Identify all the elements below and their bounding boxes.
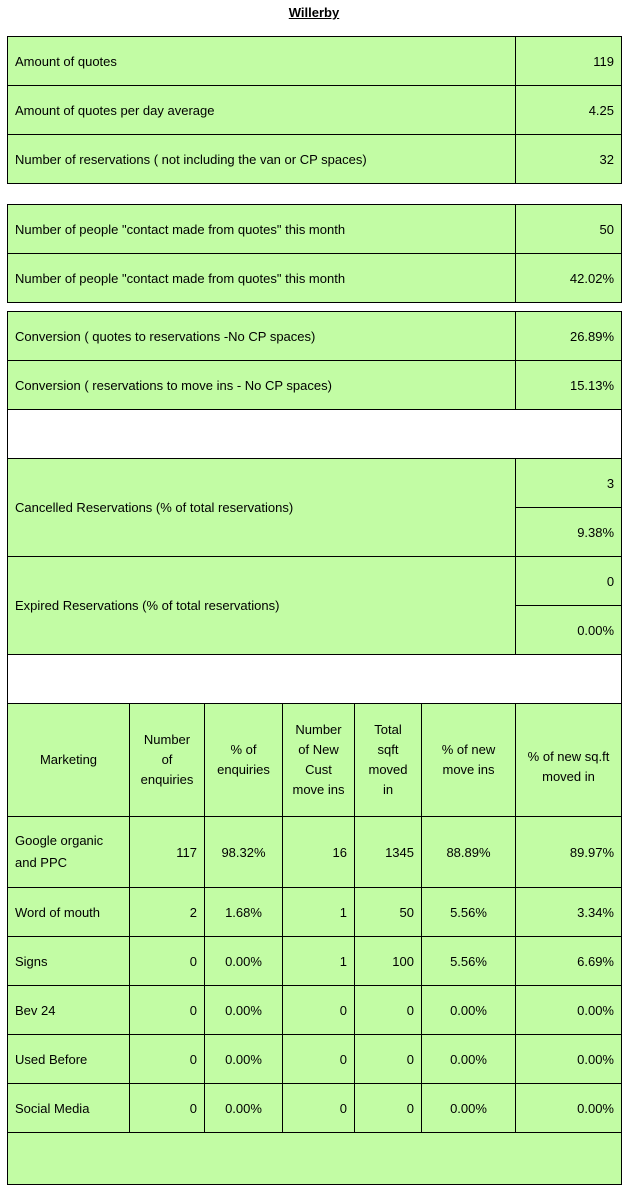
cell-value: 0	[130, 986, 205, 1035]
table-row	[8, 937, 622, 986]
column-header: Number of enquiries	[130, 704, 205, 817]
column-header: % of new move ins	[422, 704, 516, 817]
metric-label: Conversion ( quotes to reservations -No CP spaces)	[8, 312, 516, 361]
cell-value: 5.56%	[422, 937, 516, 986]
cell-value: 1.68%	[205, 888, 283, 937]
metric-label: Number of reservations ( not including the van or CP spaces)	[8, 135, 516, 184]
metric-label: Number of people "contact made from quotes" this month	[8, 254, 516, 303]
conversion-table	[7, 311, 622, 704]
cell-value: 98.32%	[205, 817, 283, 888]
summary-table	[7, 36, 622, 184]
source-label: Social Media	[8, 1084, 130, 1133]
column-header: Total sqft moved in	[355, 704, 422, 817]
cancelled-label: Cancelled Reservations (% of total reservations)	[8, 459, 516, 557]
cell-value: 88.89%	[422, 817, 516, 888]
metric-value: 32	[516, 135, 622, 184]
metric-label: Conversion ( reservations to move ins - No CP spaces)	[8, 361, 516, 410]
column-header: % of new sq.ft moved in	[516, 704, 622, 817]
cell-value: 3.34%	[516, 888, 622, 937]
metric-label: Amount of quotes	[8, 37, 516, 86]
cell-value: 0	[355, 1035, 422, 1084]
blank-cell	[8, 655, 622, 704]
cell-value: 0	[355, 1084, 422, 1133]
cancelled-row	[8, 459, 622, 508]
column-header: % of enquiries	[205, 704, 283, 817]
cell-value: 0.00%	[516, 1084, 622, 1133]
blank-cell	[8, 1133, 622, 1185]
spacer-row	[8, 655, 622, 704]
cell-value: 0	[130, 937, 205, 986]
cancelled-count: 3	[516, 459, 622, 508]
expired-percent: 0.00%	[516, 606, 622, 655]
header-row	[8, 704, 622, 817]
table-row	[8, 361, 622, 410]
table-row	[8, 254, 622, 303]
cell-value: 0.00%	[516, 1035, 622, 1084]
cell-value: 0.00%	[422, 986, 516, 1035]
cancelled-percent: 9.38%	[516, 508, 622, 557]
table-row	[8, 135, 622, 184]
source-label: Bev 24	[8, 986, 130, 1035]
blank-cell	[8, 410, 622, 459]
cell-value: 0	[283, 1035, 355, 1084]
column-header: Number of New Cust move ins	[283, 704, 355, 817]
expired-count: 0	[516, 557, 622, 606]
cell-value: 0	[283, 986, 355, 1035]
cell-value: 0.00%	[422, 1035, 516, 1084]
source-label: Signs	[8, 937, 130, 986]
cell-value: 0	[355, 986, 422, 1035]
column-header: Marketing	[8, 704, 130, 817]
cell-value: 117	[130, 817, 205, 888]
cell-value: 0	[130, 1084, 205, 1133]
cell-value: 0.00%	[516, 986, 622, 1035]
source-label: Google organic and PPC	[8, 817, 130, 888]
contact-table	[7, 204, 622, 303]
table-row	[8, 312, 622, 361]
cell-value: 0.00%	[205, 937, 283, 986]
table-row	[8, 888, 622, 937]
spacer-row	[8, 410, 622, 459]
table-row	[8, 37, 622, 86]
table-row	[8, 817, 622, 888]
cell-value: 1345	[355, 817, 422, 888]
cell-value: 0.00%	[205, 1035, 283, 1084]
cell-value: 100	[355, 937, 422, 986]
footer-row	[8, 1133, 622, 1185]
cell-value: 1	[283, 888, 355, 937]
metric-value: 42.02%	[516, 254, 622, 303]
cell-value: 0.00%	[205, 986, 283, 1035]
metric-value: 4.25	[516, 86, 622, 135]
cell-value: 50	[355, 888, 422, 937]
table-row	[8, 86, 622, 135]
metric-value: 50	[516, 205, 622, 254]
cell-value: 2	[130, 888, 205, 937]
cell-value: 0.00%	[205, 1084, 283, 1133]
cell-value: 1	[283, 937, 355, 986]
report-title: Willerby	[288, 5, 340, 20]
table-row	[8, 986, 622, 1035]
cell-value: 16	[283, 817, 355, 888]
metric-value: 15.13%	[516, 361, 622, 410]
cell-value: 0.00%	[422, 1084, 516, 1133]
metric-label: Number of people "contact made from quotes" this month	[8, 205, 516, 254]
source-label: Word of mouth	[8, 888, 130, 937]
metric-label: Amount of quotes per day average	[8, 86, 516, 135]
source-label: Used Before	[8, 1035, 130, 1084]
cell-value: 5.56%	[422, 888, 516, 937]
metric-value: 119	[516, 37, 622, 86]
cell-value: 6.69%	[516, 937, 622, 986]
cell-value: 0	[283, 1084, 355, 1133]
metric-value: 26.89%	[516, 312, 622, 361]
cell-value: 0	[130, 1035, 205, 1084]
expired-label: Expired Reservations (% of total reservations)	[8, 557, 516, 655]
table-row	[8, 1084, 622, 1133]
table-row	[8, 205, 622, 254]
cell-value: 89.97%	[516, 817, 622, 888]
expired-row	[8, 557, 622, 606]
marketing-table	[7, 703, 622, 1185]
table-row	[8, 1035, 622, 1084]
